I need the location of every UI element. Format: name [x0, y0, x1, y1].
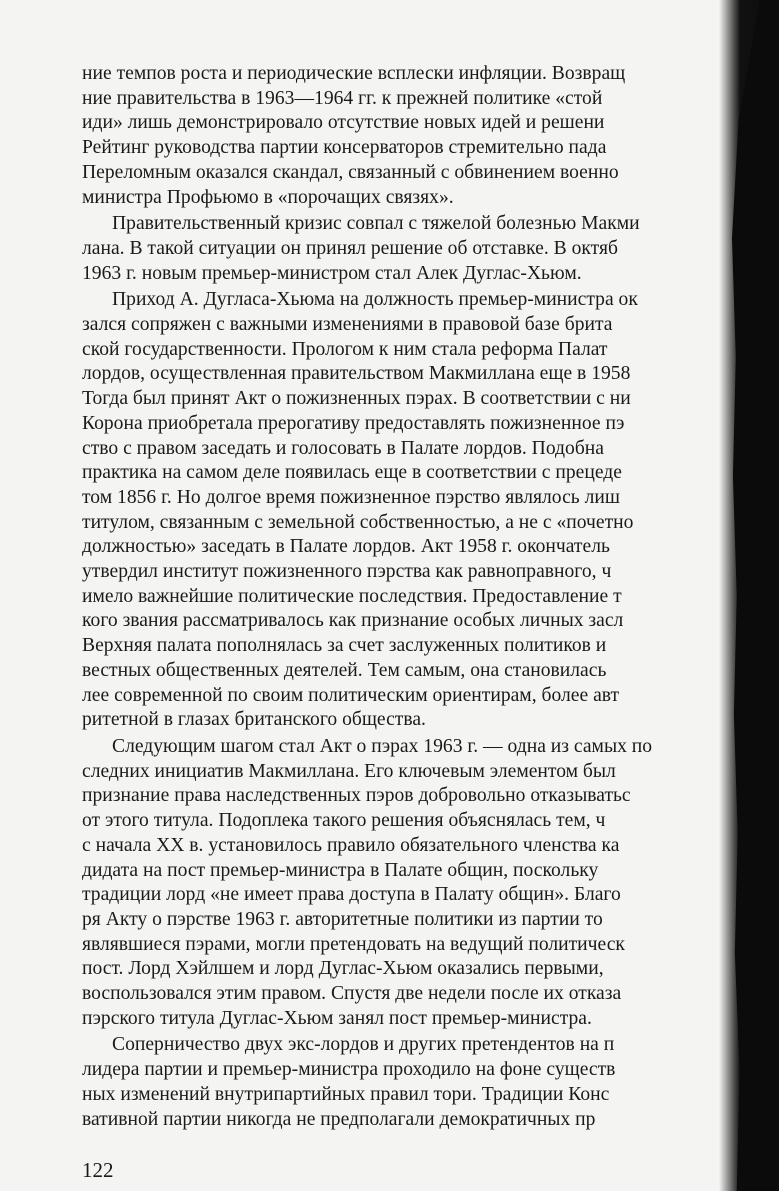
text-line: министра Профьюмо в «порочащих связях».: [82, 186, 454, 208]
text-line: ря Акту о пэрстве 1963 г. авторитетные политики из партии то: [82, 908, 603, 930]
text-line: Верхняя палата пополнялась за счет заслуженных политиков и: [82, 635, 607, 657]
paragraph: [82, 212, 742, 286]
text-line: практика на самом деле появилась еще в соответствии с прецеде: [82, 462, 622, 484]
text-line: Тогда был принят Акт о пожизненных пэрах. В соответствии с ни: [82, 388, 631, 410]
paragraph: [82, 735, 742, 1031]
text-line: ных изменений внутрипартийных правил тори. Традиции Конс: [82, 1083, 610, 1105]
page-number: 122: [82, 1158, 114, 1182]
text-line: с начала XX в. установилось правило обязательного членства ка: [82, 834, 620, 856]
body-text: [82, 62, 742, 1132]
text-line: вестных общественных деятелей. Тем самым, она становилась: [82, 659, 607, 681]
text-line: иди» лишь демонстрировало отсутствие новых идей и решени: [82, 112, 605, 134]
text-line: имело важнейшие политические последствия. Предоставление т: [82, 585, 622, 607]
text-line: дидата на пост премьер-министра в Палате общин, поскольку: [82, 859, 599, 881]
text-line: Следующим шагом стал Акт о пэрах 1963 г. — одна из самых по: [112, 735, 653, 757]
text-line: лее современной по своим политическим ориентирам, более авт: [82, 684, 620, 706]
text-line: лордов, осуществленная правительством Макмиллана еще в 1958: [82, 363, 631, 385]
text-line: являвшиеся пэрами, могли претендовать на ведущий политическ: [82, 933, 625, 955]
paragraph: [82, 62, 742, 210]
text-line: Приход А. Дугласа-Хьюма на должность премьер-министра ок: [112, 289, 638, 311]
text-line: признание права наследственных пэров добровольно отказыватьс: [82, 785, 631, 807]
text-line: кого звания рассматривалось как признание особых личных засл: [82, 610, 624, 632]
text-line: лана. В такой ситуации он принял решение об отставке. В октяб: [82, 237, 618, 259]
text-line: 1963 г. новым премьер-министром стал Алек Дуглас-Хьюм.: [82, 262, 582, 284]
text-line: Соперничество двух экс-лордов и других претендентов на п: [112, 1034, 615, 1056]
paragraph: [82, 288, 742, 733]
text-line: титулом, связанным с земельной собственностью, а не с «почетно: [82, 511, 634, 533]
text-line: ской государственности. Прологом к ним стала реформа Палат: [82, 338, 608, 360]
text-line: ние правительства в 1963—1964 гг. к прежней политике «стой: [82, 87, 603, 109]
text-line: пэрского титула Дуглас-Хьюм занял пост премьер-министра.: [82, 1007, 592, 1029]
text-line: Правительственный кризис совпал с тяжелой болезнью Макми: [112, 213, 640, 235]
text-line: Рейтинг руководства партии консерваторов стремительно пада: [82, 137, 607, 159]
text-line: Переломным оказался скандал, связанный с обвинением военно: [82, 161, 619, 183]
text-line: традиции лорд «не имеет права доступа в Палату общин». Благо: [82, 884, 621, 906]
text-line: должностью» заседать в Палате лордов. Акт 1958 г. окончатель: [82, 536, 610, 558]
text-line: ние темпов роста и периодические всплески инфляции. Возвращ: [82, 63, 626, 84]
text-line: утвердил институт пожизненного пэрства как равноправного, ч: [82, 561, 612, 583]
text-line: от этого титула. Подоплека такого решения объяснялась тем, ч: [82, 810, 606, 832]
scan-shadow-core: [731, 0, 779, 1191]
text-line: зался сопряжен с важными изменениями в правовой базе брита: [82, 314, 613, 336]
text-line: следних инициатив Макмиллана. Его ключевым элементом был: [82, 760, 616, 782]
text-line: воспользовался этим правом. Спустя две недели после их отказа: [82, 983, 622, 1005]
text-line: Корона приобретала прерогативу предоставлять пожизненное пэ: [82, 412, 625, 434]
text-line: лидера партии и премьер-министра проходило на фоне существ: [82, 1059, 616, 1081]
text-line: пост. Лорд Хэйлшем и лорд Дуглас-Хьюм оказались первыми,: [82, 958, 604, 980]
text-line: ритетной в глазах британского общества.: [82, 709, 426, 731]
paragraph: [82, 1033, 742, 1132]
text-line: вативной партии никогда не предполагали демократичных пр: [82, 1108, 596, 1130]
text-line: том 1856 г. Но долгое время пожизненное пэрство являлось лиш: [82, 486, 620, 508]
text-line: ство с правом заседать и голосовать в Палате лордов. Подобна: [82, 437, 604, 459]
